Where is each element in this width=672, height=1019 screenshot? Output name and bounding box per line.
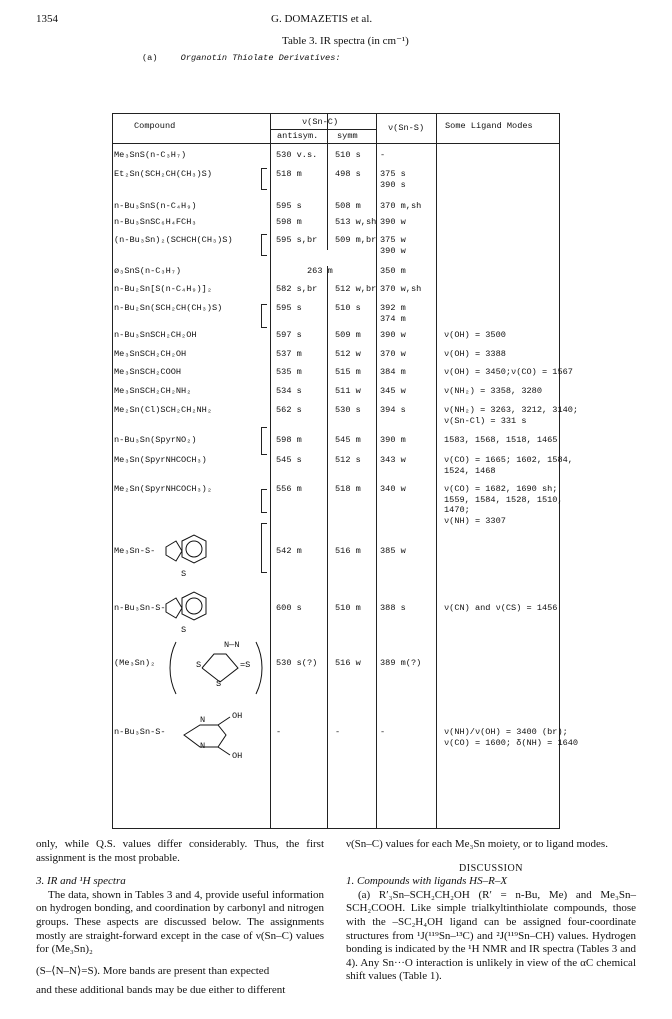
cell-compound: n-Bu₃Sn(SpyrNO₂) [114, 435, 197, 445]
subtitle-letter: (a) [142, 53, 158, 63]
cell-vsns: 375 s 390 s [380, 169, 406, 190]
cell-sym: - [335, 727, 341, 737]
cell-antisym: 530 v.s. [276, 150, 318, 160]
cell-vsns: 343 w [380, 455, 406, 465]
cell-antisym: 598 m [276, 217, 302, 227]
left-paragraph-2b: and these additional bands may be due either to different [36, 984, 286, 997]
cell-antisym: 582 s,br [276, 284, 318, 294]
cell-compound: n-Bu₂Sn[S(n-C₄H₉)]₂ [114, 284, 212, 294]
cell-antisym: 597 s [276, 330, 302, 340]
cell-modes: ν(NH₂) = 3263, 3212, 3140; ν(Sn-Cl) = 331 s [444, 405, 579, 426]
cell-compound: Me₃SnSCH₂CH₂NH₂ [114, 386, 192, 396]
cell-compound: (Me₃Sn)₂ [114, 658, 156, 668]
cell-vsns: 340 w [380, 484, 406, 494]
table-caption: Table 3. IR spectra (in cm⁻¹) [282, 35, 409, 47]
cell-sym: 510 m [335, 603, 361, 613]
cell-compound: Me₃Sn(SpyrNHCOCH₃) [114, 455, 207, 465]
struct-oh-1: OH [232, 711, 243, 721]
col-line-left [112, 113, 113, 828]
struct-n-n: N—N [224, 640, 240, 650]
cell-antisym: 562 s [276, 405, 302, 415]
left-paragraph-1: only, while Q.S. values differ considerably. Thus, the first assignment is the most probable. [36, 838, 324, 864]
cell-sym: 515 m [335, 367, 361, 377]
subtitle-text: Organotin Thiolate Derivatives: [180, 53, 341, 63]
cell-antisym: 530 s(?) [276, 658, 318, 668]
cell-compound: Me₃SnSCH₂CH₂OH [114, 349, 187, 359]
cell-antisym: 556 m [276, 484, 302, 494]
cell-compound: n-Bu₃Sn-S- [114, 603, 166, 613]
brace-6 [261, 523, 267, 573]
header-modes: Some Ligand Modes [445, 121, 533, 131]
table-bottom-rule [112, 828, 560, 829]
cell-compound: n-Bu₃SnSCH₂CH₂OH [114, 330, 197, 340]
ir-spectra-table [112, 113, 579, 828]
cell-antisym: 534 s [276, 386, 302, 396]
brace-4 [261, 427, 267, 455]
cell-sym: 545 m [335, 435, 361, 445]
cell-antisym: 595 s,br [276, 235, 318, 245]
pyrimidine-structure [180, 711, 243, 763]
cell-antisym: 545 s [276, 455, 302, 465]
cell-modes: ν(CN) and ν(CS) = 1456 [444, 603, 558, 613]
cell-sym: 508 m [335, 201, 361, 211]
cell-sym: 512 w,br [335, 284, 377, 294]
struct-n-2: N [200, 741, 206, 751]
cell-vsns: 389 m(?) [380, 658, 422, 668]
cell-antisym: 535 m [276, 367, 302, 377]
cell-compound: Et₂Sn(SCH₂CH(CH₃)S) [114, 169, 212, 179]
cell-modes: ν(OH) = 3500 [444, 330, 506, 340]
cell-sym: 516 w [335, 658, 361, 668]
cell-vsns: - [380, 150, 386, 160]
cell-antisym: 518 m [276, 169, 302, 179]
left-column [36, 838, 324, 998]
cell-antisym: 598 m [276, 435, 302, 445]
cell-vsns: 375 w 390 w [380, 235, 406, 256]
cell-vsns: 390 w [380, 330, 406, 340]
cell-compound: Me₃SnS(n-C₃H₇) [114, 150, 187, 160]
cell-compound: Me₂Sn(Cl)SCH₂CH₂NH₂ [114, 405, 212, 415]
cell-modes: ν(OH) = 3450;ν(CO) = 1567 [444, 367, 573, 377]
cell-compound: (n-Bu₃Sn)₂(SCHCH(CH₃)S) [114, 235, 233, 245]
struct-s-2: S [181, 625, 187, 635]
cell-modes: 1583, 1568, 1518, 1465 [444, 435, 558, 445]
right-paragraph-2: (a) R′₃Sn–SCH₂CH₂OH (R′ = n-Bu, Me) and Me₃Sn–SCH₂COOH. Like simple trialkyltinthiolate compounds, those with the –SC₂H₄OH ligand can be assigned four-coordinate structures from ¹J(¹¹⁹Sn–¹³C) and ²J(¹¹⁹Sn–CH) values. Hydrogen bonding is indicated by the ¹H NMR and IR spectra (Tables 3 and 4). Any Sn···O interaction is unlikely in view of the αC chemical shift values (Table 1). [346, 888, 636, 983]
cell-compound: ø₃SnS(n-C₃H₇) [114, 266, 182, 276]
struct-eqs: =S [240, 660, 251, 670]
running-title: G. DOMAZETIS et al. [271, 13, 373, 25]
cell-sym: 509 m [335, 330, 361, 340]
struct-oh-2: OH [232, 751, 243, 761]
cell-vsns: 385 w [380, 546, 406, 556]
cell-vsns: 370 w [380, 349, 406, 359]
col-line-4 [436, 113, 437, 828]
cell-sym: 509 m,br [335, 235, 377, 245]
cell-sym: 510 s [335, 150, 361, 160]
right-paragraph-1: ν(Sn–C) values for each Me₃Sn moiety, or to ligand modes. [346, 838, 608, 850]
cell-antisym: 595 s [276, 201, 302, 211]
cell-sym: 512 w [335, 349, 361, 359]
header-sym: symm [337, 131, 358, 141]
right-column [346, 838, 636, 984]
brace-2 [261, 234, 267, 256]
cell-vsns: 384 m [380, 367, 406, 377]
section-heading-discussion: DISCUSSION [459, 862, 523, 874]
benzothiazole-structure-2 [162, 590, 222, 630]
section-heading-ir: 3. IR and ¹H spectra [36, 875, 126, 888]
benzothiazole-structure-1 [162, 533, 222, 573]
col-line-1 [270, 113, 271, 828]
cell-antisym: - [276, 727, 282, 737]
cell-sym: 510 s [335, 303, 361, 313]
cell-vsns: 394 s [380, 405, 406, 415]
header-vsns: ν(Sn-S) [388, 123, 425, 133]
cell-compound: n-Bu₃SnS(n-C₄H₉) [114, 201, 197, 211]
page-number: 1354 [36, 13, 58, 25]
cell-vsns: 392 m 374 m [380, 303, 406, 324]
cell-antisym: 537 m [276, 349, 302, 359]
table-top-rule [112, 113, 560, 114]
col-line-2c [327, 143, 328, 250]
vsnc-sub-rule [270, 129, 376, 130]
struct-s-3: S [196, 660, 202, 670]
table-subtitle [142, 53, 341, 63]
cell-compound: Me₂Sn(SpyrNHCOCH₃)₂ [114, 484, 212, 494]
subsection-heading: 1. Compounds with ligands HS–R–X [346, 875, 508, 888]
cell-sym: 516 m [335, 546, 361, 556]
cell-modes: ν(NH₂) = 3358, 3280 [444, 386, 542, 396]
struct-s-1: S [181, 569, 187, 579]
cell-vsns: 370 w,sh [380, 284, 422, 294]
cell-vsns: 370 m,sh [380, 201, 422, 211]
cell-vsns: 388 s [380, 603, 406, 613]
cell-vsns: 390 w [380, 217, 406, 227]
cell-sym: 498 s [335, 169, 361, 179]
cell-compound: Me₃SnSCH₂COOH [114, 367, 182, 377]
cell-modes: ν(CO) = 1665; 1602, 1584, 1524, 1468 [444, 455, 573, 476]
header-compound: Compound [134, 121, 176, 131]
header-rule [112, 143, 560, 144]
left-paragraph-2a: The data, shown in Tables 3 and 4, provide useful information on hydrogen bonding, and coordination by carbonyl and nitrogen groups. These aspects are discussed below. The assignments mostly are straight-forward except in the case of ν(Sn–C) values for (Me₃Sn)₂ [36, 888, 324, 956]
cell-vsns: 350 m [380, 266, 406, 276]
cell-vsns: - [380, 727, 386, 737]
cell-modes: ν(NH)/ν(OH) = 3400 (br); ν(CO) = 1600; δ(NH) = 1640 [444, 727, 579, 748]
thiadiazole-structure [174, 638, 264, 698]
cell-vsns: 390 m [380, 435, 406, 445]
header-antisym: antisym. [277, 131, 319, 141]
col-line-2b [327, 266, 328, 828]
cell-antisym: 600 s [276, 603, 302, 613]
struct-n-1: N [200, 715, 206, 725]
brace-3 [261, 304, 267, 328]
cell-sym: 518 m [335, 484, 361, 494]
struct-s-4: S [216, 679, 222, 689]
cell-modes: ν(OH) = 3388 [444, 349, 506, 359]
cell-sym: 530 s [335, 405, 361, 415]
cell-sym: 513 w,sh [335, 217, 377, 227]
cell-antisym: 595 s [276, 303, 302, 313]
left-inline-formula: (S–⟨N–N⟩=S). More bands are present than expected [36, 964, 270, 977]
cell-compound: n-Bu₃Sn-S- [114, 727, 166, 737]
cell-vsnc-merged: 263 m [307, 266, 333, 276]
cell-antisym: 542 m [276, 546, 302, 556]
brace-5 [261, 489, 267, 513]
cell-sym: 511 w [335, 386, 361, 396]
cell-sym: 512 s [335, 455, 361, 465]
cell-vsns: 345 w [380, 386, 406, 396]
cell-compound: n-Bu₂Sn(SCH₂CH(CH₃)S) [114, 303, 223, 313]
brace-1 [261, 168, 267, 190]
header-vsnc: ν(Sn-C) [302, 117, 339, 127]
cell-modes: ν(CO) = 1682, 1690 sh; 1559, 1584, 1528, 1510, 1470; ν(NH) = 3307 [444, 484, 563, 526]
cell-compound: n-Bu₃SnSC₆H₄FCH₃ [114, 217, 197, 227]
cell-compound: Me₃Sn-S- [114, 546, 156, 556]
